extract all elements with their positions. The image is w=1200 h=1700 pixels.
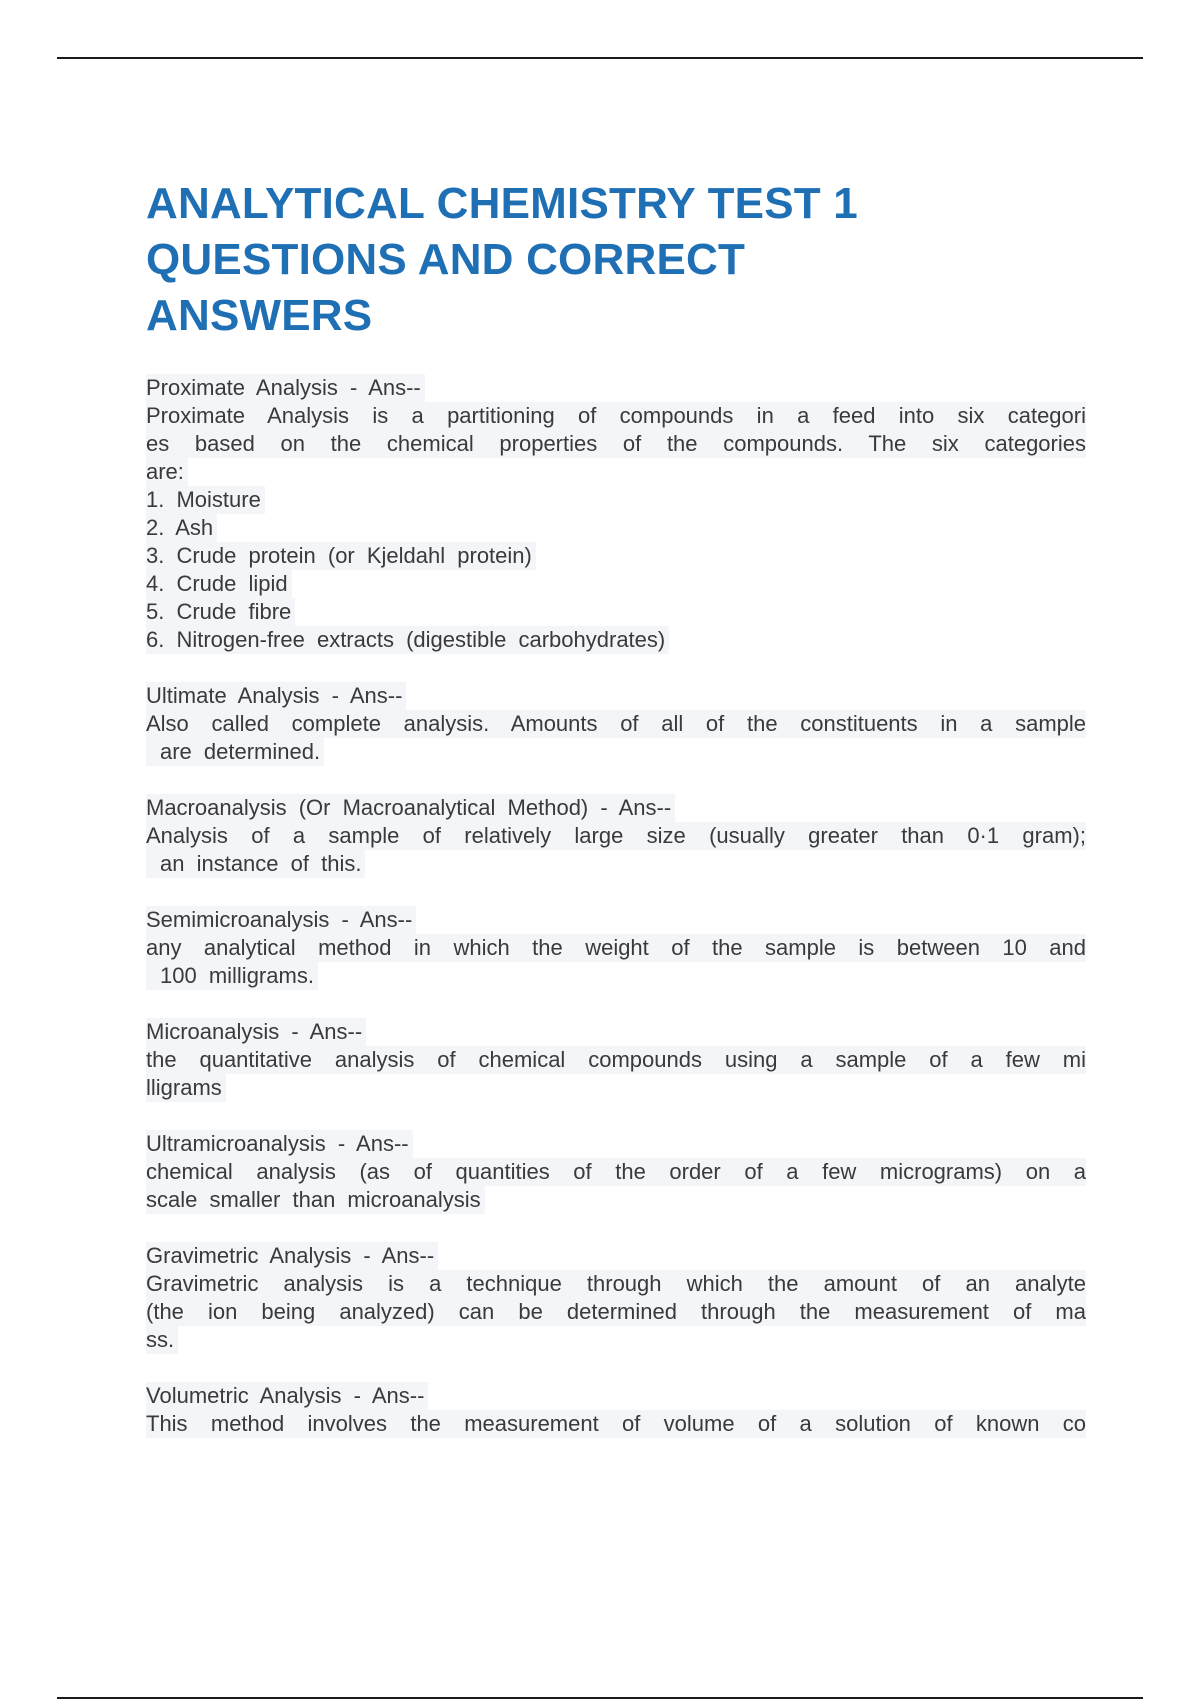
qa-entry [146, 1130, 1086, 1214]
list-item: 3. Crude protein (or Kjeldahl protein) [146, 542, 536, 570]
answer-line: Also called complete analysis. Amounts of all of the constituents in a sample [146, 711, 1086, 736]
question-term: Semimicroanalysis - Ans-- [146, 906, 416, 934]
answer-line: Gravimetric analysis is a technique through which the amount of an analyte [146, 1271, 1086, 1296]
list-item: 4. Crude lipid [146, 570, 292, 598]
answer-line: lligrams [146, 1074, 226, 1102]
question-term: Gravimetric Analysis - Ans-- [146, 1242, 438, 1270]
question-term: Ultimate Analysis - Ans-- [146, 682, 406, 710]
question-term: Ultramicroanalysis - Ans-- [146, 1130, 413, 1158]
answer-line: (the ion being analyzed) can be determined through the measurement of ma [146, 1299, 1086, 1324]
question-term: Proximate Analysis - Ans-- [146, 374, 425, 402]
answer-line: are determined. [146, 738, 324, 766]
title-line: ANALYTICAL CHEMISTRY TEST 1 [146, 179, 858, 228]
question-term: Microanalysis - Ans-- [146, 1018, 366, 1046]
answer-line: are: [146, 458, 188, 486]
answer-line: 100 milligrams. [146, 962, 318, 990]
answer-line: the quantitative analysis of chemical compounds using a sample of a few mi [146, 1047, 1086, 1072]
qa-entry [146, 1382, 1086, 1438]
answer-line: Proximate Analysis is a partitioning of compounds in a feed into six categori [146, 403, 1086, 428]
document-title [146, 176, 1086, 344]
answer-line: Analysis of a sample of relatively large size (usually greater than 0·1 gram); [146, 823, 1086, 848]
qa-entry [146, 1018, 1086, 1102]
qa-entry [146, 794, 1086, 878]
list-item: 5. Crude fibre [146, 598, 295, 626]
answer-line: es based on the chemical properties of the compounds. The six categories [146, 431, 1086, 456]
question-term: Volumetric Analysis - Ans-- [146, 1382, 428, 1410]
qa-entry [146, 682, 1086, 766]
question-term: Macroanalysis (Or Macroanalytical Method) - Ans-- [146, 794, 675, 822]
answer-line: any analytical method in which the weight of the sample is between 10 and [146, 935, 1086, 960]
qa-entry [146, 906, 1086, 990]
title-line: ANSWERS [146, 291, 373, 340]
qa-entry [146, 1242, 1086, 1354]
answer-line: This method involves the measurement of volume of a solution of known co [146, 1411, 1086, 1436]
top-rule [57, 57, 1143, 59]
list-item: 6. Nitrogen-free extracts (digestible carbohydrates) [146, 626, 669, 654]
qa-entry [146, 374, 1086, 654]
list-item: 1. Moisture [146, 486, 265, 514]
answer-line: an instance of this. [146, 850, 365, 878]
bottom-rule [57, 1697, 1143, 1699]
title-line: QUESTIONS AND CORRECT [146, 235, 746, 284]
answer-line: chemical analysis (as of quantities of the order of a few micrograms) on a [146, 1159, 1086, 1184]
document-body [146, 176, 1086, 1466]
answer-line: ss. [146, 1326, 178, 1354]
answer-line: scale smaller than microanalysis [146, 1186, 485, 1214]
list-item: 2. Ash [146, 514, 217, 542]
